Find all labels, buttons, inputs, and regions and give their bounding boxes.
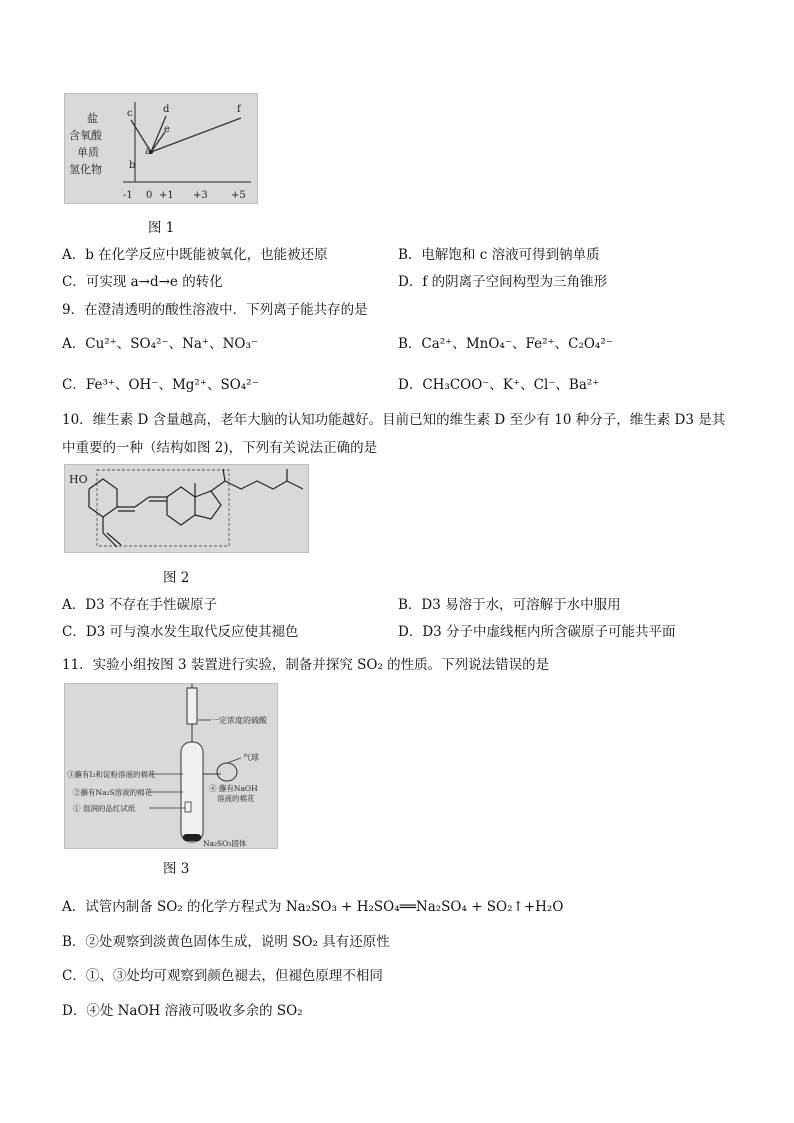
q9-stem: 9．在澄清透明的酸性溶液中．下列离子能共存的是 xyxy=(62,302,368,318)
q9-option-d: D．CH₃COO⁻、K⁺、Cl⁻、Ba²⁺ xyxy=(398,377,600,393)
q8-option-b: B．电解饱和 c 溶液可得到钠单质 xyxy=(398,247,600,263)
point-e: e xyxy=(164,124,170,135)
q8-option-c: C．可实现 a→d→e 的转化 xyxy=(62,274,223,290)
y-label-element: 单质 xyxy=(77,146,99,159)
figure-2-structure xyxy=(65,465,309,553)
figure-3-caption: 图 3 xyxy=(163,861,190,877)
x-tick-pos1: +1 xyxy=(159,190,174,201)
label-naoh-line2: 溶液的棉花 xyxy=(217,794,255,803)
point-c: c xyxy=(127,108,133,119)
figure-2-caption: 图 2 xyxy=(163,570,190,586)
label-paper-1: ① 湿润的品红试纸 xyxy=(73,804,136,813)
q10-stem-line-1: 10．维生素 D 含量越高，老年大脑的认知功能越好。目前已知的维生素 D 至少有 10 种分子，维生素 D3 是其 xyxy=(62,412,726,428)
figure-1-graph xyxy=(65,94,258,204)
y-label-oxyacid: 含氧酸 xyxy=(69,129,102,142)
label-solid: Na₂SO₃固体 xyxy=(203,839,247,848)
label-balloon: 气球 xyxy=(243,753,259,762)
label-cotton-3: ③蘸有I₂和淀粉溶液的棉花 xyxy=(67,770,156,779)
q9-option-b: B．Ca²⁺、MnO₄⁻、Fe²⁺、C₂O₄²⁻ xyxy=(398,336,613,352)
q8-option-d: D．f 的阴离子空间构型为三角锥形 xyxy=(398,274,608,290)
point-f: f xyxy=(237,104,241,115)
label-acid: 一定浓度的硫酸 xyxy=(211,716,267,725)
x-tick-pos5: +5 xyxy=(231,190,246,201)
point-d: d xyxy=(163,104,170,115)
q10-stem-line-2: 中重要的一种（结构如图 2)，下列有关说法正确的是 xyxy=(62,440,378,456)
point-b: b xyxy=(129,160,136,171)
q10-option-b: B．D3 易溶于水，可溶解于水中服用 xyxy=(398,597,621,613)
x-tick-neg1: -1 xyxy=(123,190,133,201)
q10-option-c: C．D3 可与溴水发生取代反应使其褪色 xyxy=(62,624,299,640)
q9-option-a: A．Cu²⁺、SO₄²⁻、Na⁺、NO₃⁻ xyxy=(62,336,258,352)
figure-3 xyxy=(64,683,278,849)
q11-stem: 11．实验小组按图 3 装置进行实验，制备并探究 SO₂ 的性质。下列说法错误的是 xyxy=(62,657,550,673)
q8-option-a: A．b 在化学反应中既能被氧化，也能被还原 xyxy=(62,247,328,263)
figure-2 xyxy=(64,464,309,553)
figure-3-apparatus xyxy=(65,684,278,849)
y-label-salt: 盐 xyxy=(87,112,98,125)
x-tick-0: 0 xyxy=(146,190,153,201)
label-cotton-2: ②蘸有Na₂S溶液的棉花 xyxy=(73,788,153,797)
point-a: a xyxy=(145,146,151,157)
q9-option-c: C．Fe³⁺、OH⁻、Mg²⁺、SO₄²⁻ xyxy=(62,377,259,393)
y-label-hydride: 氢化物 xyxy=(69,163,102,176)
figure-1-caption: 图 1 xyxy=(148,220,175,236)
q10-option-a: A．D3 不存在手性碳原子 xyxy=(62,597,217,613)
q11-option-d: D．④处 NaOH 溶液可吸收多余的 SO₂ xyxy=(62,1003,303,1019)
q11-option-b: B．②处观察到淡黄色固体生成，说明 SO₂ 具有还原性 xyxy=(62,934,390,950)
q11-option-a: A．试管内制备 SO₂ 的化学方程式为 Na₂SO₃ + H₂SO₄══Na₂SO₄ + SO₂↑+H₂O xyxy=(62,899,564,915)
label-naoh-line1: ④ 蘸有NaOH xyxy=(209,784,258,793)
q11-option-c: C．①、③处均可观察到颜色褪去，但褪色原理不相同 xyxy=(62,968,383,984)
q10-option-d: D．D3 分子中虚线框内所含碳原子可能共平面 xyxy=(398,624,676,640)
figure-1 xyxy=(64,93,258,204)
x-tick-pos3: +3 xyxy=(193,190,208,201)
ho-label: HO xyxy=(69,473,88,486)
